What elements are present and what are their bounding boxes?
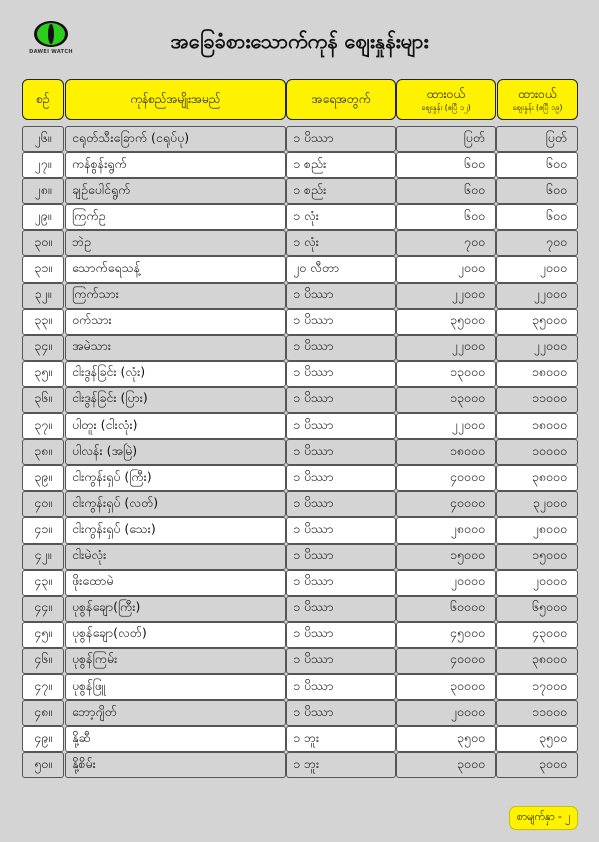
quantity-cell: ၁ ပိဿာ (286, 439, 396, 465)
price-apr12-cell: ၄၅၀၀၀ (396, 622, 496, 648)
item-name-cell: ချဉ်ပေါင်ရွက် (65, 178, 286, 204)
quantity-cell: ၁ ပိဿာ (286, 309, 396, 335)
price-apr19-cell: ၃၈၀၀၀ (496, 648, 578, 674)
cat-eye-icon (33, 20, 69, 48)
dawei-watch-logo (26, 20, 76, 68)
header-price-apr19-main: ထားဝယ် (518, 86, 557, 101)
price-apr12-cell: ၆၀၀ (396, 178, 496, 204)
table-row (22, 596, 578, 622)
price-apr19-cell: ၄၃၀၀၀ (496, 622, 578, 648)
price-apr19-cell: ပြတ် (496, 126, 578, 152)
table-row (22, 230, 578, 256)
item-name-cell: ဘော့ဂျိတ် (65, 700, 286, 726)
quantity-cell: ၁ ပိဿာ (286, 491, 396, 517)
quantity-cell: ၁ ပိဿာ (286, 387, 396, 413)
quantity-cell: ၁ စည်း (286, 152, 396, 178)
row-number-cell: ၄၈။ (22, 700, 64, 726)
price-apr12-cell: ၃၀၀၀ (396, 752, 496, 778)
price-apr12-cell: ၄၀၀၀၀ (396, 465, 496, 491)
price-apr12-cell: ၁၈၀၀၀ (396, 439, 496, 465)
price-apr12-cell: ၆၀၀၀၀ (396, 596, 496, 622)
item-name-cell: ပါတူး (ငါးလုံး) (65, 413, 286, 439)
header-price-apr12 (396, 79, 496, 120)
row-number-cell: ၄၃။ (22, 570, 64, 596)
row-number-cell: ၂၉။ (22, 204, 64, 230)
logo-text: DAWEI WATCH (29, 49, 73, 55)
price-apr12-cell: ၂၀၀၀၀ (396, 570, 496, 596)
header-number-label: စဉ် (36, 92, 50, 107)
price-apr19-cell: ၂၀၀၀၀ (496, 570, 578, 596)
quantity-cell: ၁ ပိဿာ (286, 700, 396, 726)
price-apr12-cell: ပြတ် (396, 126, 496, 152)
row-number-cell: ၃၆။ (22, 387, 64, 413)
header-price-apr19-sub: စျေးနှုန်း (ဧပြီ ၁၉) (512, 103, 563, 113)
quantity-cell: ၁ ပိဿာ (286, 126, 396, 152)
table-row (22, 517, 578, 543)
item-name-cell: နို့စိမ်း (65, 752, 286, 778)
header-number (22, 79, 64, 120)
row-number-cell: ၃၀။ (22, 230, 64, 256)
quantity-cell: ၁ ပိဿာ (286, 283, 396, 309)
row-number-cell: ၃၈။ (22, 439, 64, 465)
quantity-cell: ၁ ပိဿာ (286, 596, 396, 622)
item-name-cell: ပါလန်း (အမြဲ) (65, 439, 286, 465)
quantity-cell: ၁ ပိဿာ (286, 361, 396, 387)
price-apr12-cell: ၁၅၀၀၀ (396, 544, 496, 570)
price-apr12-cell: ၁၃၀၀၀ (396, 387, 496, 413)
price-apr19-cell: ၃၅၀၀၀ (496, 309, 578, 335)
item-name-cell: ငါးဒွန်ခြင်း (ပြား) (65, 387, 286, 413)
price-apr19-cell: ၆၀၀ (496, 178, 578, 204)
header-quantity (286, 79, 396, 120)
price-table-body (22, 126, 578, 778)
price-apr12-cell: ၂၂၀၀၀ (396, 283, 496, 309)
item-name-cell: ဝက်သား (65, 309, 286, 335)
item-name-cell: သောက်ရေသန့် (65, 256, 286, 282)
item-name-cell: ငါးကွန်းရှပ် (လတ်) (65, 491, 286, 517)
quantity-cell: ၁ ဘူး (286, 726, 396, 752)
table-row (22, 283, 578, 309)
row-number-cell: ၃၁။ (22, 256, 64, 282)
price-apr19-cell: ၃၂၀၀၀ (496, 491, 578, 517)
row-number-cell: ၃၅။ (22, 361, 64, 387)
table-row (22, 335, 578, 361)
price-apr12-cell: ၆၀၀ (396, 152, 496, 178)
price-apr12-cell: ၁၃၀၀၀ (396, 361, 496, 387)
quantity-cell: ၁ ပိဿာ (286, 544, 396, 570)
row-number-cell: ၄၇။ (22, 674, 64, 700)
header-price-apr12-sub: စျေးနှုန်း (ဧပြီ ၁၂) (421, 103, 471, 113)
quantity-cell: ၂၀ လီတာ (286, 256, 396, 282)
item-name-cell: ငါးဒွန်ခြင်း (လုံး) (65, 361, 286, 387)
table-row (22, 256, 578, 282)
price-apr12-cell: ၃၅၀၀၀ (396, 309, 496, 335)
price-apr19-cell: ၆၅၀၀၀ (496, 596, 578, 622)
row-number-cell: ၄၂။ (22, 544, 64, 570)
price-apr12-cell: ၂၂၀၀၀ (396, 413, 496, 439)
row-number-cell: ၃၇။ (22, 413, 64, 439)
price-apr12-cell: ၄၀၀၀၀ (396, 491, 496, 517)
table-row (22, 700, 578, 726)
item-name-cell: ပုစွန်ချော(ကြီး) (65, 596, 286, 622)
price-apr19-cell: ၂၂၀၀၀ (496, 283, 578, 309)
quantity-cell: ၁ ပိဿာ (286, 335, 396, 361)
item-name-cell: ငရုတ်သီးခြောက် (ငရုပ်ပု) (65, 126, 286, 152)
quantity-cell: ၁ ပိဿာ (286, 465, 396, 491)
price-apr12-cell: ၂၂၀၀၀ (396, 335, 496, 361)
row-number-cell: ၃၄။ (22, 335, 64, 361)
item-name-cell: ကြက်ဥ (65, 204, 286, 230)
item-name-cell: ပုစွန်ချော(လတ်) (65, 622, 286, 648)
price-apr19-cell: ၂၀၀၀ (496, 256, 578, 282)
row-number-cell: ၄၅။ (22, 622, 64, 648)
row-number-cell: ၄၁။ (22, 517, 64, 543)
row-number-cell: ၃၃။ (22, 309, 64, 335)
price-apr12-cell: ၃၀၀၀၀ (396, 674, 496, 700)
row-number-cell: ၃၉။ (22, 465, 64, 491)
row-number-cell: ၄၉။ (22, 726, 64, 752)
table-row (22, 752, 578, 778)
item-name-cell: ငါးကွန်းရှပ် (ကြီး) (65, 465, 286, 491)
quantity-cell: ၁ ပိဿာ (286, 517, 396, 543)
price-apr19-cell: ၂၈၀၀၀ (496, 517, 578, 543)
table-row (22, 204, 578, 230)
table-row (22, 126, 578, 152)
page-title: အခြေခံစားသောက်ကုန် စျေးနှုန်းများ (170, 29, 429, 53)
price-apr19-cell: ၁၈၀၀၀ (496, 413, 578, 439)
price-apr19-cell: ၇၀၀ (496, 230, 578, 256)
table-row (22, 309, 578, 335)
row-number-cell: ၂၈။ (22, 178, 64, 204)
row-number-cell: ၄၆။ (22, 648, 64, 674)
item-name-cell: အမဲသား (65, 335, 286, 361)
item-name-cell: ကြက်သား (65, 283, 286, 309)
header-item-name-label: ကုန်စည်အမျိုးအမည် (130, 92, 221, 107)
price-apr19-cell: ၁၇၀၀၀ (496, 674, 578, 700)
quantity-cell: ၁ ပိဿာ (286, 413, 396, 439)
quantity-cell: ၁ ပိဿာ (286, 622, 396, 648)
item-name-cell: နို့ဆီ (65, 726, 286, 752)
price-apr19-cell: ၆၀၀ (496, 204, 578, 230)
item-name-cell: ငါးမဲလုံး (65, 544, 286, 570)
table-row (22, 387, 578, 413)
price-apr12-cell: ၂၀၀၀၀ (396, 700, 496, 726)
price-apr19-cell: ၁၁၀၀၀ (496, 700, 578, 726)
price-apr19-cell: ၃၅၀၀ (496, 726, 578, 752)
item-name-cell: ဖိုးထောမဲ (65, 570, 286, 596)
item-name-cell: ငါးကွန်းရှပ် (သေး) (65, 517, 286, 543)
price-apr19-cell: ၃၀၀၀ (496, 752, 578, 778)
price-apr19-cell: ၁၅၀၀၀ (496, 544, 578, 570)
quantity-cell: ၁ ဘူး (286, 752, 396, 778)
price-apr12-cell: ၂၀၀၀ (396, 256, 496, 282)
table-row (22, 648, 578, 674)
quantity-cell: ၁ ပိဿာ (286, 570, 396, 596)
header-price-apr12-main: ထားဝယ် (427, 86, 465, 101)
price-apr19-cell: ၁၁၀၀၀ (496, 387, 578, 413)
item-name-cell: ဘဲဥ (65, 230, 286, 256)
table-row (22, 178, 578, 204)
row-number-cell: ၄၄။ (22, 596, 64, 622)
price-apr12-cell: ၄၀၀၀၀ (396, 648, 496, 674)
quantity-cell: ၁ ပိဿာ (286, 674, 396, 700)
row-number-cell: ၂၆။ (22, 126, 64, 152)
table-row (22, 544, 578, 570)
page-number-badge: စာမျက်နှာ - ၂ (509, 806, 578, 830)
price-apr12-cell: ၆၀၀ (396, 204, 496, 230)
table-row (22, 622, 578, 648)
item-name-cell: ကန်စွန်းရွက် (65, 152, 286, 178)
table-row (22, 361, 578, 387)
price-apr19-cell: ၆၀၀ (496, 152, 578, 178)
table-row (22, 152, 578, 178)
header-price-apr19 (497, 79, 578, 120)
header-quantity-label: အရေအတွက် (311, 92, 371, 107)
quantity-cell: ၁ ပိဿာ (286, 648, 396, 674)
item-name-cell: ပုစွန်ကြမ်း (65, 648, 286, 674)
table-row (22, 465, 578, 491)
row-number-cell: ၂၇။ (22, 152, 64, 178)
table-row (22, 674, 578, 700)
table-row (22, 413, 578, 439)
item-name-cell: ပုစွန်ဖြူ (65, 674, 286, 700)
price-apr19-cell: ၁၀၀၀၀ (496, 439, 578, 465)
row-number-cell: ၅၀။ (22, 752, 64, 778)
price-apr19-cell: ၂၂၀၀၀ (496, 335, 578, 361)
table-row (22, 570, 578, 596)
price-apr12-cell: ၃၅၀၀ (396, 726, 496, 752)
table-header (22, 79, 578, 120)
table-row (22, 491, 578, 517)
price-apr12-cell: ၇၀၀ (396, 230, 496, 256)
price-apr12-cell: ၂၈၀၀၀ (396, 517, 496, 543)
quantity-cell: ၁ လုံး (286, 204, 396, 230)
table-row (22, 439, 578, 465)
quantity-cell: ၁ စည်း (286, 178, 396, 204)
price-apr19-cell: ၃၈၀၀၀ (496, 465, 578, 491)
quantity-cell: ၁ လုံး (286, 230, 396, 256)
row-number-cell: ၄၀။ (22, 491, 64, 517)
row-number-cell: ၃၂။ (22, 283, 64, 309)
table-row (22, 726, 578, 752)
price-apr19-cell: ၁၈၀၀၀ (496, 361, 578, 387)
header-item-name (65, 79, 286, 120)
